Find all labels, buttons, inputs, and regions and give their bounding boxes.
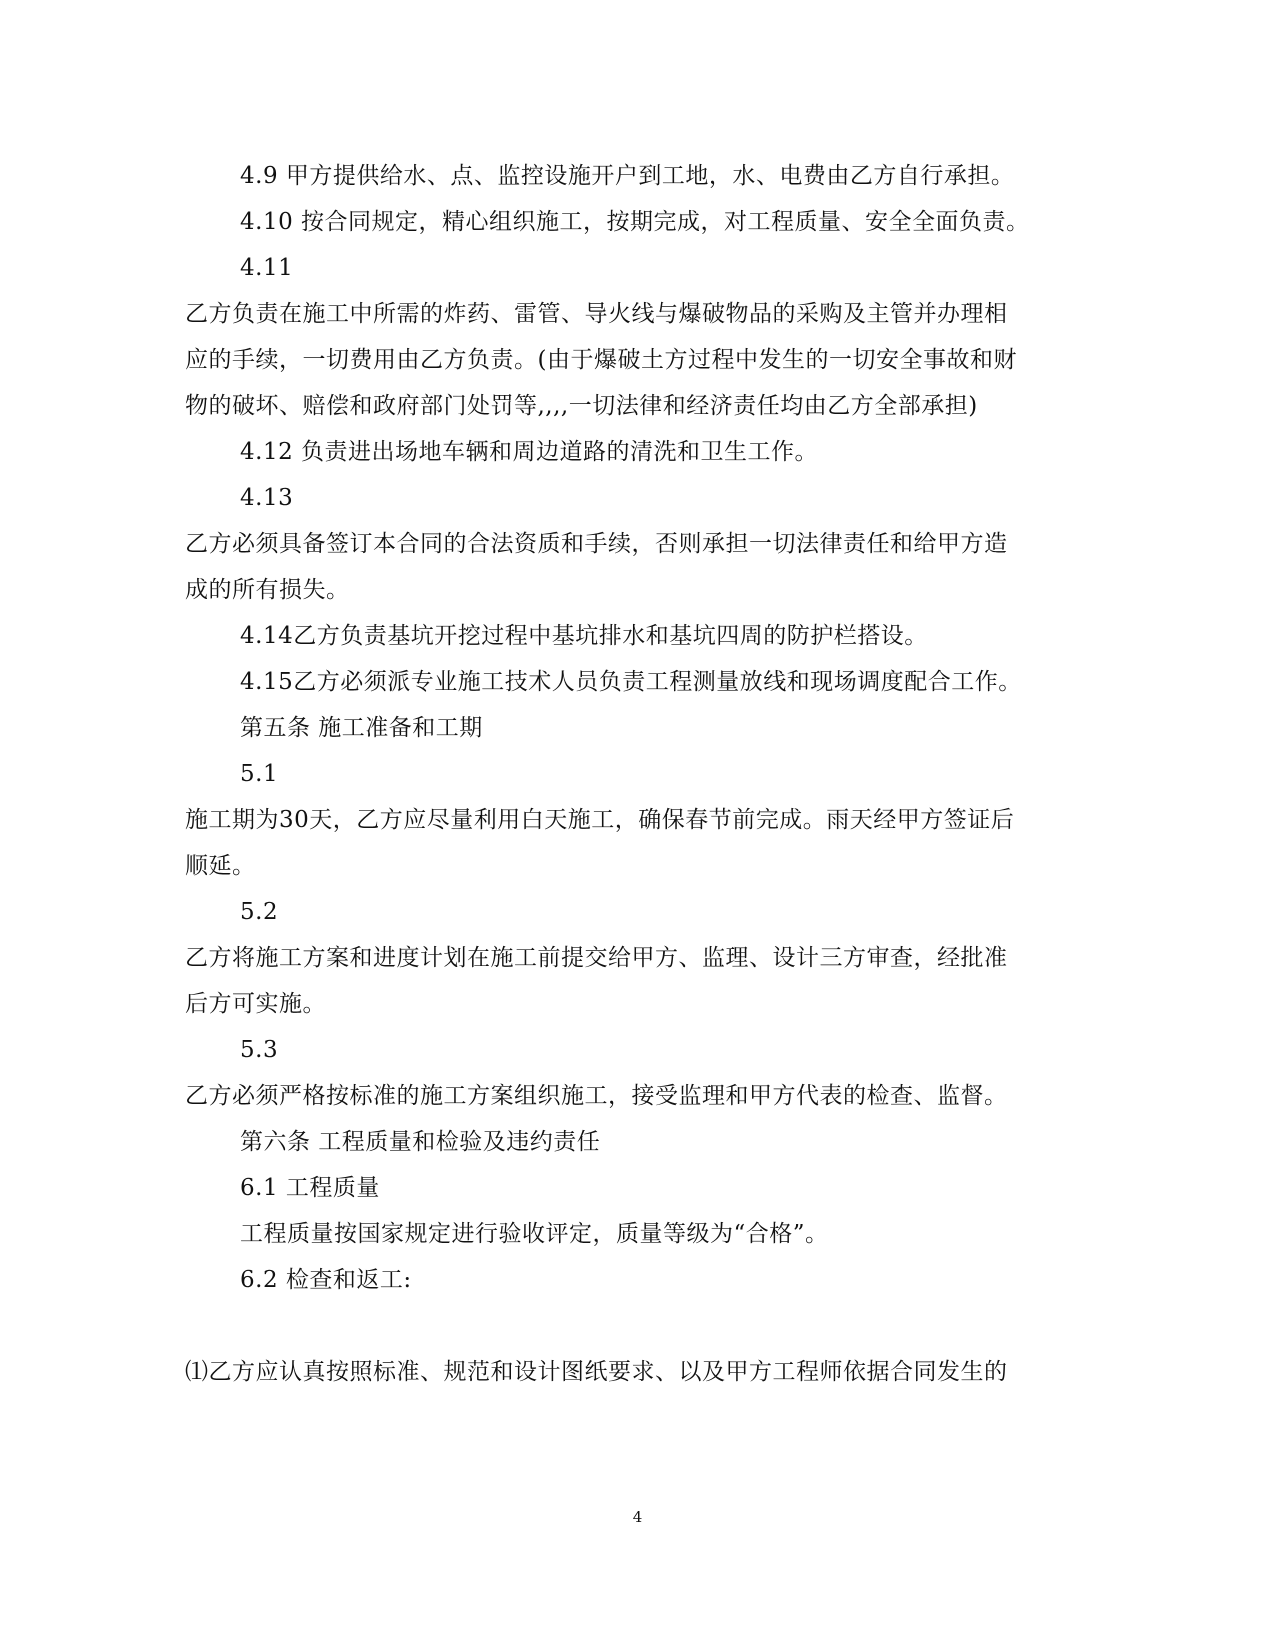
clause-4-11-text-line-3: 物的破坏、赔偿和政府部门处罚等,,,,一切法律和经济责任均由乙方全部承担)	[185, 393, 978, 419]
clause-5-3-number: 5.3	[240, 1037, 279, 1063]
clause-4-12: 4.12 负责进出场地车辆和周边道路的清洗和卫生工作。	[240, 439, 819, 465]
clause-5-2-text-line-1: 乙方将施工方案和进度计划在施工前提交给甲方、监理、设计三方审查，经批准	[185, 945, 1008, 971]
clause-4-11-text-line-1: 乙方负责在施工中所需的炸药、雷管、导火线与爆破物品的采购及主管并办理相	[185, 301, 1008, 327]
article-5-heading: 第五条 施工准备和工期	[240, 715, 483, 741]
clause-4-14: 4.14乙方负责基坑开挖过程中基坑排水和基坑四周的防护栏搭设。	[240, 623, 928, 649]
clause-5-1-number: 5.1	[240, 761, 279, 787]
page-number: 4	[632, 1508, 643, 1526]
clause-6-2-item-1: ⑴乙方应认真按照标准、规范和设计图纸要求、以及甲方工程师依据合同发生的	[185, 1359, 1008, 1385]
clause-6-1-heading: 6.1 工程质量	[240, 1175, 380, 1201]
clause-4-13-text-line-1: 乙方必须具备签订本合同的合法资质和手续，否则承担一切法律责任和给甲方造	[185, 531, 1008, 557]
clause-4-15: 4.15乙方必须派专业施工技术人员负责工程测量放线和现场调度配合工作。	[240, 669, 1022, 695]
clause-5-1-text-line-1: 施工期为30天，乙方应尽量利用白天施工，确保春节前完成。雨天经甲方签证后	[185, 807, 1015, 833]
clause-5-2-text-line-2: 后方可实施。	[185, 991, 326, 1017]
clause-5-3-text: 乙方必须严格按标准的施工方案组织施工，接受监理和甲方代表的检查、监督。	[185, 1083, 1008, 1109]
clause-4-11-number: 4.11	[240, 255, 294, 281]
clause-4-13-number: 4.13	[240, 485, 294, 511]
clause-5-2-number: 5.2	[240, 899, 279, 925]
clause-4-9: 4.9 甲方提供给水、点、监控设施开户到工地，水、电费由乙方自行承担。	[240, 163, 1015, 189]
clause-4-11-text-line-2: 应的手续，一切费用由乙方负责。(由于爆破土方过程中发生的一切安全事故和财	[185, 347, 1017, 373]
article-6-heading: 第六条 工程质量和检验及违约责任	[240, 1129, 601, 1155]
clause-5-1-text-line-2: 顺延。	[185, 853, 256, 879]
clause-4-13-text-line-2: 成的所有损失。	[185, 577, 350, 603]
clause-6-1-text: 工程质量按国家规定进行验收评定，质量等级为“合格”。	[240, 1221, 829, 1247]
clause-6-2-heading: 6.2 检查和返工:	[240, 1267, 412, 1293]
clause-4-10: 4.10 按合同规定，精心组织施工，按期完成，对工程质量、安全全面负责。	[240, 209, 1030, 235]
